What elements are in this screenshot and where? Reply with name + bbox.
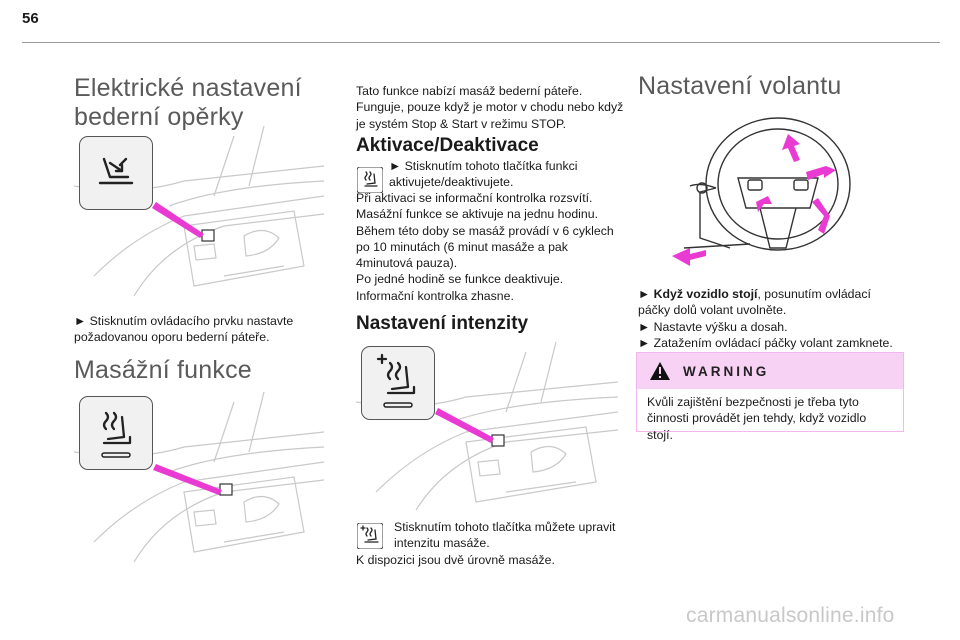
warning-title: WARNING	[683, 364, 770, 379]
header-divider	[22, 42, 940, 43]
text-line: páčky dolů volant uvolněte.	[638, 303, 787, 318]
warning-triangle-icon	[649, 361, 671, 381]
warning-header	[637, 353, 903, 389]
text-line: Stisknutím tohoto tlačítka můžete upravit	[394, 520, 616, 534]
warning-text	[637, 389, 903, 448]
lumbar-button-icon-box	[79, 136, 153, 210]
massage-button-icon-box	[79, 396, 153, 470]
text-line: činnosti provádět jen tehdy, když vozidlo stojí.	[647, 411, 867, 442]
massage-intensity-icon	[357, 523, 383, 549]
text-line: Po jedné hodině se funkce deaktivuje.	[356, 272, 564, 287]
text-line: Funguje, pouze když je motor v chodu nebo když	[356, 100, 624, 115]
text-line: Při aktivaci se informační kontrolka rozsvítí.	[356, 191, 593, 205]
section-title-massage: Masážní funkce	[74, 356, 252, 384]
text-line: 4minutová pauza).	[356, 256, 458, 271]
section-title-lumbar	[74, 74, 302, 132]
intensity-description: K dispozici jsou dvě úrovně masáže.	[356, 553, 555, 567]
text-line: požadovanou oporu bederní páteře.	[74, 330, 270, 345]
text-line: Masážní funkce se aktivuje na jednu hodinu.	[356, 207, 598, 222]
text-line: Informační kontrolka zhasne.	[356, 288, 514, 303]
massage-seat-icon	[80, 397, 152, 469]
activation-icon-text	[389, 158, 578, 191]
steering-wheel-illustration	[660, 108, 860, 268]
text-line: Během této doby se masáž provádí v 6 cyklech	[356, 223, 614, 238]
steering-step-3: ► Zatažením ovládací páčky volant zamknete.	[638, 335, 893, 350]
page-number: 56	[22, 10, 39, 27]
intensity-button-icon-box	[361, 346, 435, 420]
text-line: intenzitu masáže.	[394, 536, 490, 551]
steering-step-1: ► Když vozidlo stojí, posunutím ovládací	[638, 287, 871, 301]
text-line: ► Stisknutím tohoto tlačítka funkci	[389, 159, 578, 173]
watermark: carmanualsonline.info	[686, 604, 895, 627]
text-line: je systém Stop & Start v režimu STOP.	[356, 116, 567, 131]
text-line: aktivujete/deaktivujete.	[389, 175, 514, 190]
massage-intro	[356, 83, 623, 132]
text-line: ► Stisknutím ovládacího prvku nastavte	[74, 314, 294, 328]
intensity-icon-text	[394, 519, 615, 552]
warning-box	[636, 352, 904, 442]
activation-description	[356, 190, 614, 304]
lumbar-instruction	[74, 313, 293, 346]
massage-intensity-icon	[362, 347, 434, 419]
text-line: Kvůli zajištění bezpečnosti je třeba tyto	[647, 395, 859, 409]
steering-step-2: ► Nastavte výšku a dosah.	[638, 319, 788, 334]
section-title-steering: Nastavení volantu	[638, 72, 842, 100]
heading-intensity: Nastavení intenzity	[356, 313, 529, 334]
bold-text: Když vozidlo stojí	[653, 287, 758, 301]
text-line: po 10 minutách (6 minut masáže a pak	[356, 239, 568, 254]
section-title-line: bederní opěrky	[74, 103, 244, 131]
text-line: Tato funkce nabízí masáž bederní páteře.	[356, 84, 583, 98]
heading-activation: Aktivace/Deaktivace	[356, 135, 539, 156]
steering-instructions	[638, 286, 893, 351]
intensity-small-icon	[357, 523, 383, 554]
text-span: , posunutím ovládací	[757, 287, 871, 301]
section-title-line: Elektrické nastavení	[74, 74, 302, 102]
lumbar-seat-icon	[80, 137, 152, 209]
